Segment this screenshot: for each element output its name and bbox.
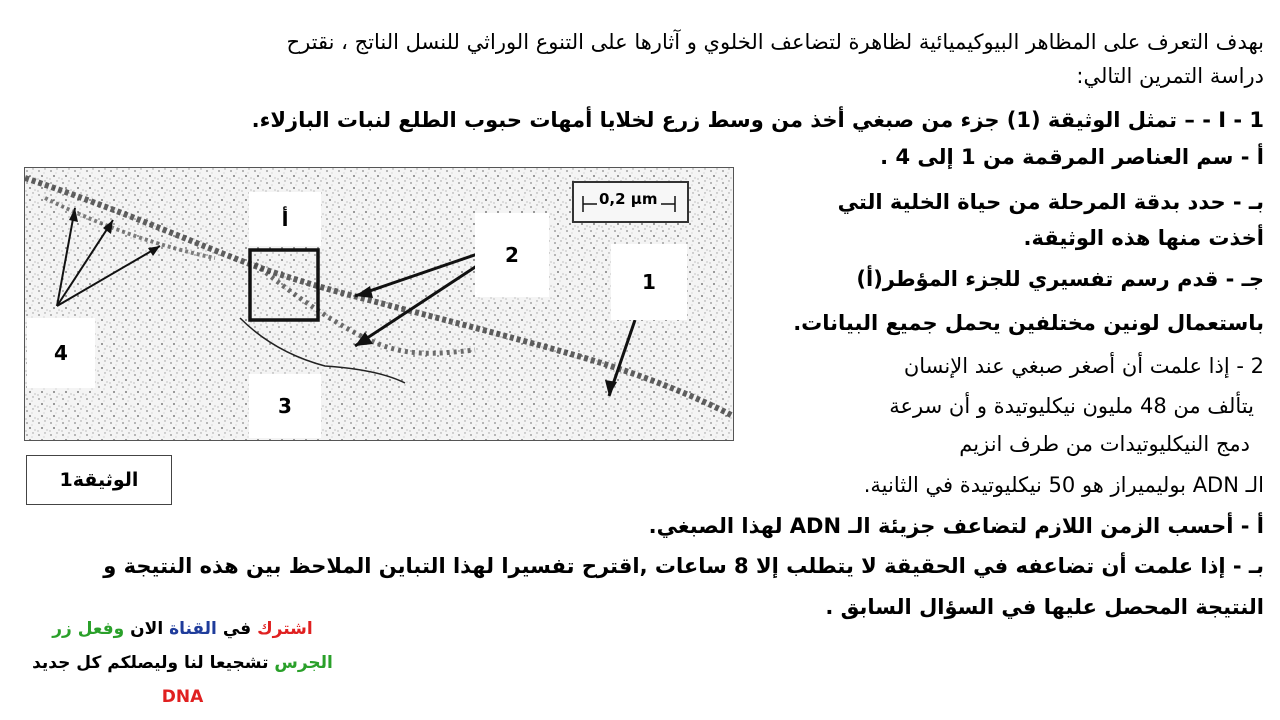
chromosome-micrograph: [24, 167, 734, 441]
part2-line-4: الـ ADN بوليميراز هو 50 نيكليوتيدة في الثانية.: [863, 473, 1264, 497]
part2-line-3: دمج النيكليوتيدات من طرف انزيم: [959, 432, 1250, 456]
part2-question-a: أ - أحسب الزمن اللازم لتضاعف جزيئة الـ ADN لهذا الصبغي.: [648, 514, 1264, 538]
part1-question-b-2: أخذت منها هذه الوثيقة.: [1023, 226, 1264, 250]
intro-line-1: بهدف التعرف على المظاهر البيوكيميائية لظاهرة لتضاعف الخلوي و آثارها على التنوع الوراثي للنسل الناتج ، نقترح: [286, 30, 1264, 54]
promo-word-channel: القناة: [169, 619, 217, 639]
promo-dna: DNA: [161, 687, 204, 707]
part1-question-b-1: بـ - حدد بدقة المرحلة من حياة الخلية التي: [837, 190, 1264, 214]
label-2: 2: [475, 213, 549, 297]
document-caption: الوثيقة1: [26, 455, 172, 505]
scale-bar-label: 0,2 μm: [599, 190, 658, 208]
promo-word-activate: وفعل زر: [52, 619, 125, 639]
label-1: 1: [611, 244, 687, 320]
part2-question-b-1: بـ - إذا علمت أن تضاعفه في الحقيقة لا يتطلب إلا 8 ساعات ,اقترح تفسيرا لهذا التباين الملاحظ بين هذه النتيجة و: [103, 554, 1264, 578]
promo-word-in: في: [222, 619, 252, 639]
promo-word-encourage: تشجيعا لنا وليصلكم كل جديد: [32, 653, 269, 673]
part2-line-1: 2 - إذا علمت أن أصغر صبغي عند الإنسان: [903, 354, 1264, 378]
label-4: 4: [27, 318, 95, 388]
promo-word-now: الان: [130, 619, 164, 639]
part1-question-c-1: جـ - قدم رسم تفسيري للجزء المؤطر(أ): [856, 267, 1264, 291]
intro-line-2: دراسة التمرين التالي:: [1076, 64, 1264, 88]
part1-question-c-2: باستعمال لونين مختلفين يحمل جميع البيانات.: [793, 311, 1264, 335]
promo-word-bell: الجرس: [274, 653, 333, 673]
part1-header: I - 1 - – تمثل الوثيقة (1) جزء من صبغي أخذ من وسط زرع لخلايا أمهات حبوب الطلع لنبات البازلاء.: [251, 108, 1264, 132]
channel-promo: [10, 612, 355, 714]
part2-line-2: يتألف من 48 مليون نيكليوتيدة و أن سرعة: [889, 394, 1254, 418]
promo-word-subscribe: اشترك: [257, 619, 313, 639]
part1-question-a: أ - سم العناصر المرقمة من 1 إلى 4 .: [880, 145, 1264, 169]
label-3: 3: [249, 374, 321, 438]
label-a: أ: [249, 192, 321, 246]
part2-question-b-2: النتيجة المحصل عليها في السؤال السابق .: [825, 595, 1264, 619]
